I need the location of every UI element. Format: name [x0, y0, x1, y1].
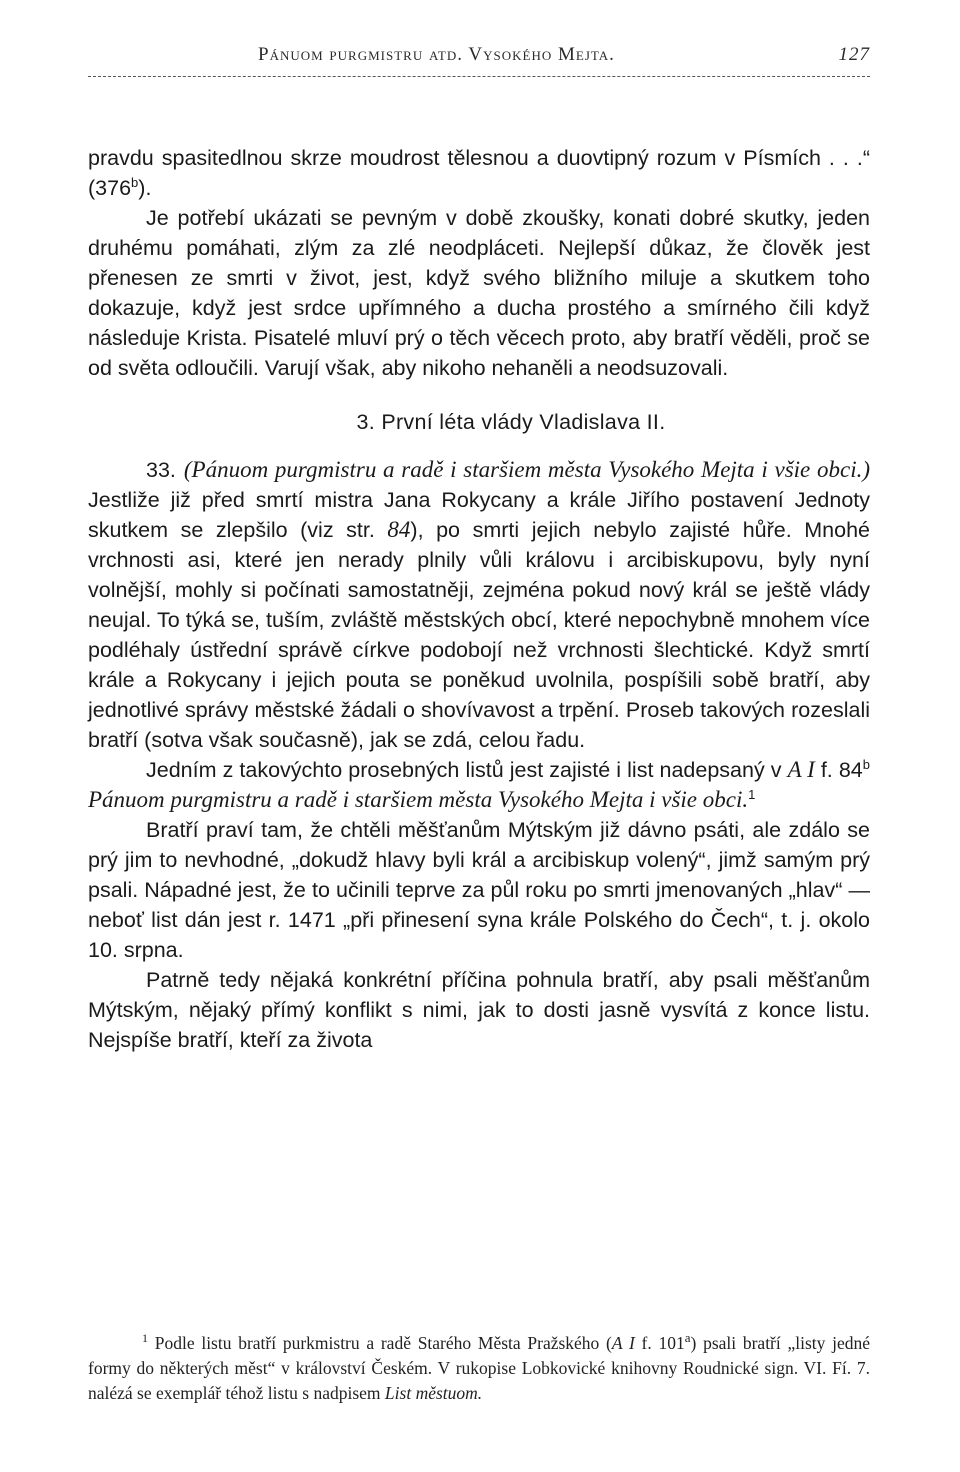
paragraph-number: 33.: [146, 458, 176, 482]
footnote-text: Podle listu bratří purkmistru a radě Starého Města Pražského (: [154, 1332, 612, 1353]
italic-title: List městuom.: [384, 1382, 483, 1403]
page-reference: 84: [387, 517, 411, 542]
folio: f. 84: [820, 758, 863, 782]
footnote: [88, 1326, 870, 1406]
body-text: [88, 143, 870, 1055]
paragraph-continuation: [88, 143, 870, 203]
superscript: b: [862, 756, 870, 772]
footnotes: [88, 1326, 870, 1406]
manuscript-siglum: A I: [611, 1332, 635, 1353]
paragraph-text: ), po smrti jejich nebylo zajisté hůře. Mnohé vrchnosti asi, které jen nerady plnily vůli královu i arcibiskupovu, byly nyní volnější, mohly si počínati samostatněji, zejména pokud nový král se ještě vlády neujal. To týká se, tuším, zvláště městských obcí, které nepochybně mnohem více podléhaly ústřední správě církve podobojí než vrchnosti šlechtické. Když smrtí krále a Rokycany i jejich pouta se poněkud uvolnila, pospíšili sobě bratří, aby jednotlivé správy městské žádali o shovívavost a trpění. Proseb takových rozeslali bratří (sotva však současně), jak se zdá, celou řadu.: [88, 518, 871, 752]
running-title: Pánuom purgmistru atd. Vysokého Mejta.: [258, 44, 615, 65]
footnote-mark: 1: [748, 786, 756, 802]
footnote-text: ) psali bratří „listy jedné formy do některých měst“ v království Českém. V rukopise Lobkovické knihovny Roudnické sign. VI. Fí. 7. nalézá se exemplář téhož listu s nadpisem: [88, 1332, 871, 1403]
superscript: b: [131, 174, 139, 190]
paragraph-text: Jestliže již před smrtí mistra Jana Rokycany a krále Jiřího postavení Jednoty skutkem se zlepšilo (viz str.: [88, 488, 870, 542]
footnote-number: 1: [142, 1331, 148, 1345]
page-number: 127: [838, 44, 870, 65]
manuscript-siglum: A I: [787, 757, 815, 782]
paragraph: Patrně tedy nějaká konkrétní příčina pohnula bratří, aby psali měšťanům Mýtským, nějaký přímý konflikt s nimi, jak to dosti jasně vysvítá z konce listu. Nejspíše bratří, kteří za života: [88, 968, 870, 1052]
paragraph-text: Jedním z takovýchto prosebných listů jest zajisté i list nadepsaný v: [146, 758, 782, 782]
paragraph-text: pravdu spasitedlnou skrze moudrost tělesnou a duovtipný rozum v Písmích . . .“ (376: [88, 146, 870, 200]
paragraph: Bratří praví tam, že chtěli měšťanům Mýtským již dávno psáti, ale zdálo se prý jim to nevhodné, „dokudž hlavy byli král a arcibiskup volený“, jimž samým prý psali. Nápadné jest, že to učinili teprve za půl roku po smrti jmenovaných „hlav“ — neboť list dán jest r. 1471 „při přinesení syna krále Polského do Čech“, t. j. okolo 10. srpna.: [88, 818, 870, 962]
paragraph: Je potřebí ukázati se pevným v době zkoušky, konati dobré skutky, jeden druhému pomáhati, zlým za zlé neodpláceti. Nejlepší důkaz, že člověk jest přenesen ze smrti v život, jest, když svého bližního miluje a skutkem toho dokazuje, když jest srdce upřímného a ducha prostého a smírného čili když následuje Krista. Pisatelé mluví prý o těch věcech proto, aby bratří věděli, proč se od světa odloučili. Varují však, aby nikoho nehaněli a neodsuzovali.: [88, 206, 870, 380]
running-head: [88, 40, 870, 74]
paragraph-text: ).: [138, 176, 152, 200]
paragraph: [88, 755, 870, 815]
page: [88, 40, 870, 1055]
superscript: a: [684, 1330, 691, 1345]
italic-title: (Pánuom purgmistru a radě i staršiem města Vysokého Mejta i všie obci.): [183, 457, 870, 482]
section-heading: 3. První léta vlády Vladislava II.: [356, 410, 666, 434]
paragraph-33: [88, 455, 870, 755]
header-rule: [88, 76, 870, 77]
footnote-text: f. 101: [641, 1332, 685, 1353]
italic-title: Pánuom purgmistru a radě i staršiem města Vysokého Mejta i všie obci.: [88, 787, 749, 812]
